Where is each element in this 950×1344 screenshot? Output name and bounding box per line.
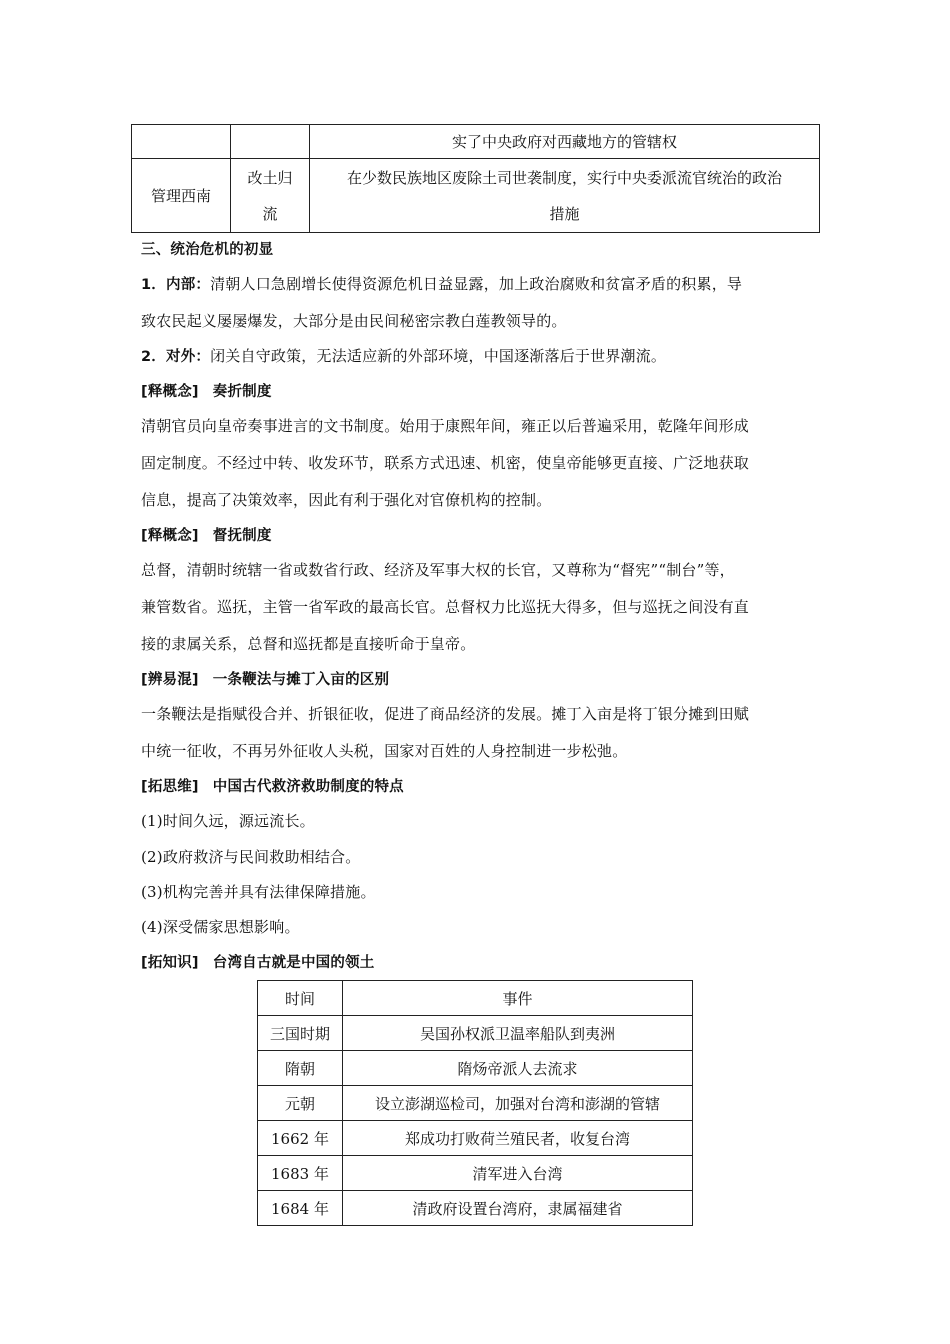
table-row: [258, 1156, 693, 1191]
thinking-title: 中国古代救济救助制度的特点: [212, 779, 404, 795]
table-header-row: [258, 981, 693, 1016]
paragraph-line: 固定制度。不经过中转、收发环节，联系方式迅速、机密，使皇帝能够更直接、广泛地获取: [141, 454, 750, 472]
table-cell-time: 元朝: [258, 1086, 343, 1121]
paragraph-line: 接的隶属关系，总督和巡抚都是直接听命于皇帝。: [141, 635, 476, 653]
table-header-event: 事件: [343, 981, 693, 1016]
table-cell-time: 三国时期: [258, 1016, 343, 1051]
paragraph-text: 清朝人口急剧增长使得资源危机日益显露，加上政治腐败和贫富矛盾的积累，导: [210, 275, 743, 293]
paragraph-line: 清朝官员向皇帝奏事进言的文书制度。始用于康熙年间，雍正以后普遍采用，乾隆年间形成: [141, 417, 750, 435]
concept-tag: [释概念]: [141, 528, 199, 544]
taiwan-history-table: [257, 980, 693, 1226]
list-item: (4)深受儒家思想影响。: [141, 918, 300, 936]
section-heading: 三、统治危机的初显: [141, 242, 274, 258]
concept-heading: [141, 524, 272, 545]
table-cell-event: 设立澎湖巡检司，加强对台湾和澎湖的管辖: [343, 1086, 693, 1121]
concept-tag: [释概念]: [141, 384, 199, 400]
concept-title: 督抚制度: [212, 528, 272, 544]
thinking-heading: [141, 775, 404, 796]
list-item: (2)政府救济与民间救助相结合。: [141, 848, 361, 866]
paragraph-line: [141, 345, 666, 366]
table-cell-southwest: 管理西南: [132, 159, 231, 233]
concept-heading: [141, 380, 272, 401]
table-cell-time: 1684 年: [258, 1191, 343, 1226]
table-cell-event: 清军进入台湾: [343, 1156, 693, 1191]
paragraph-line: 致农民起义屡屡爆发，大部分是由民间秘密宗教白莲教领导的。: [141, 312, 567, 330]
table-row: [258, 1191, 693, 1226]
table-cell-tibet: 实了中央政府对西藏地方的管辖权: [310, 125, 820, 159]
table-cell-gaitu-desc: [310, 159, 820, 233]
list-item: (1)时间久远，源远流长。: [141, 812, 315, 830]
cell-line: 流: [262, 204, 278, 223]
distinguish-heading: [141, 668, 389, 689]
cell-line: 改土归: [247, 168, 293, 187]
paragraph-line: [141, 273, 742, 294]
paragraph-label: 2．对外：: [141, 349, 211, 365]
knowledge-heading: [141, 951, 374, 972]
distinguish-title: 一条鞭法与摊丁入亩的区别: [212, 672, 390, 688]
table-header-time: 时间: [258, 981, 343, 1016]
concept-title: 奏折制度: [212, 384, 272, 400]
table-cell-time: 1683 年: [258, 1156, 343, 1191]
table-cell-event: 清政府设置台湾府，隶属福建省: [343, 1191, 693, 1226]
distinguish-tag: [辨易混]: [141, 672, 199, 688]
table-row: [258, 1051, 693, 1086]
table-cell-time: 1662 年: [258, 1121, 343, 1156]
paragraph-line: 一条鞭法是指赋役合并、折银征收，促进了商品经济的发展。摊丁入亩是将丁银分摊到田赋: [141, 705, 750, 723]
cell-line: 措施: [549, 204, 580, 223]
table-cell-time: 隋朝: [258, 1051, 343, 1086]
governance-table: [131, 124, 820, 233]
paragraph-line: 中统一征收，不再另外征收人头税，国家对百姓的人身控制进一步松弛。: [141, 742, 628, 760]
cell-line: 在少数民族地区废除土司世袭制度，实行中央委派流官统治的政治: [346, 168, 782, 187]
paragraph-line: 总督，清朝时统辖一省或数省行政、经济及军事大权的长官，又尊称为“督宪”“制台”等，: [141, 561, 735, 579]
table-row: [258, 1121, 693, 1156]
table-cell-event: 吴国孙权派卫温率船队到夷洲: [343, 1016, 693, 1051]
paragraph-line: 信息，提高了决策效率，因此有利于强化对官僚机构的控制。: [141, 491, 552, 509]
table-cell-event: 隋炀帝派人去流求: [343, 1051, 693, 1086]
knowledge-tag: [拓知识]: [141, 955, 199, 971]
thinking-tag: [拓思维]: [141, 779, 199, 795]
knowledge-title: 台湾自古就是中国的领土: [212, 955, 375, 971]
table-row: [258, 1086, 693, 1121]
table-cell: [231, 125, 310, 159]
table-cell-event: 郑成功打败荷兰殖民者，收复台湾: [343, 1121, 693, 1156]
paragraph-label: 1．内部：: [141, 277, 211, 293]
paragraph-line: 兼管数省。巡抚，主管一省军政的最高长官。总督权力比巡抚大得多，但与巡抚之间没有直: [141, 598, 750, 616]
list-item: (3)机构完善并具有法律保障措施。: [141, 883, 376, 901]
table-cell-gaitu: [231, 159, 310, 233]
table-row: [258, 1016, 693, 1051]
paragraph-text: 闭关自守政策，无法适应新的外部环境，中国逐渐落后于世界潮流。: [210, 347, 667, 365]
table-cell: [132, 125, 231, 159]
